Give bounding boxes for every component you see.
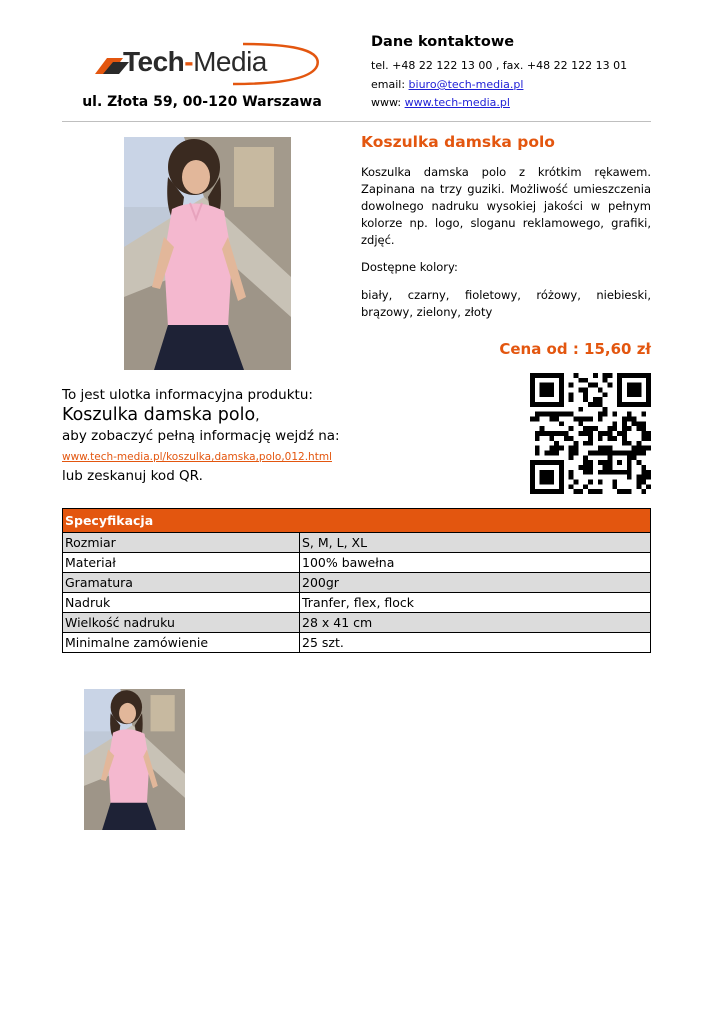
spec-row	[63, 593, 651, 613]
spec-key: Nadruk	[63, 593, 300, 613]
spec-value: S, M, L, XL	[300, 533, 651, 553]
spec-key: Gramatura	[63, 573, 300, 593]
spec-key: Wielkość nadruku	[63, 613, 300, 633]
qr-code[interactable]	[530, 373, 651, 494]
spec-value: 100% bawełna	[300, 553, 651, 573]
product-price: Cena od : 15,60 zł	[499, 340, 651, 358]
product-url-link[interactable]: www.tech-media.pl/koszulka,damska,polo,012.html	[62, 451, 332, 463]
spec-row	[63, 533, 651, 553]
info-scan: lub zeskanuj kod QR.	[62, 468, 203, 484]
spec-row	[63, 633, 651, 653]
spec-title: Specyfikacja	[63, 509, 651, 533]
info-intro: To jest ulotka informacyjna produktu:	[62, 387, 313, 403]
spec-row	[63, 553, 651, 573]
spec-row	[63, 613, 651, 633]
spec-value: 200gr	[300, 573, 651, 593]
info-visit: aby zobaczyć pełną informację wejdź na:	[62, 428, 340, 444]
spec-key: Materiał	[63, 553, 300, 573]
contact-phone: tel. +48 22 122 13 00 , fax. +48 22 122 13 01	[371, 59, 628, 72]
spec-header-row	[63, 509, 651, 533]
email-link[interactable]: biuro@tech-media.pl	[408, 78, 524, 91]
header-divider	[62, 121, 651, 122]
spec-value: Tranfer, flex, flock	[300, 593, 651, 613]
spec-key: Rozmiar	[63, 533, 300, 553]
website-link[interactable]: www.tech-media.pl	[404, 96, 510, 109]
info-product-name: Koszulka damska polo,	[62, 405, 260, 425]
spec-key: Minimalne zamówienie	[63, 633, 300, 653]
logo-text: Tech-Media	[123, 46, 267, 77]
spec-value: 28 x 41 cm	[300, 613, 651, 633]
product-thumbnail[interactable]	[84, 689, 185, 830]
colors-list: biały, czarny, fioletowy, różowy, niebieski, brązowy, zielony, złoty	[361, 288, 651, 319]
contact-www: www: www.tech-media.pl	[371, 96, 510, 109]
colors-label: Dostępne kolory:	[361, 260, 458, 274]
spec-row	[63, 573, 651, 593]
company-logo	[93, 40, 325, 86]
contact-title: Dane kontaktowe	[371, 34, 515, 50]
product-title: Koszulka damska polo	[361, 133, 555, 151]
contact-email: email: biuro@tech-media.pl	[371, 78, 524, 91]
product-description: Koszulka damska polo z krótkim rękawem. Zapinana na trzy guziki. Możliwość umieszczenia dowolnego nadruku wysokiej jakości w pełnym kolorze np. logo, sloganu reklamowego, grafiki, zdjęć.	[361, 165, 651, 247]
product-photo	[124, 137, 291, 370]
spec-value: 25 szt.	[300, 633, 651, 653]
company-address: ul. Złota 59, 00-120 Warszawa	[82, 94, 322, 110]
spec-table	[62, 508, 651, 653]
